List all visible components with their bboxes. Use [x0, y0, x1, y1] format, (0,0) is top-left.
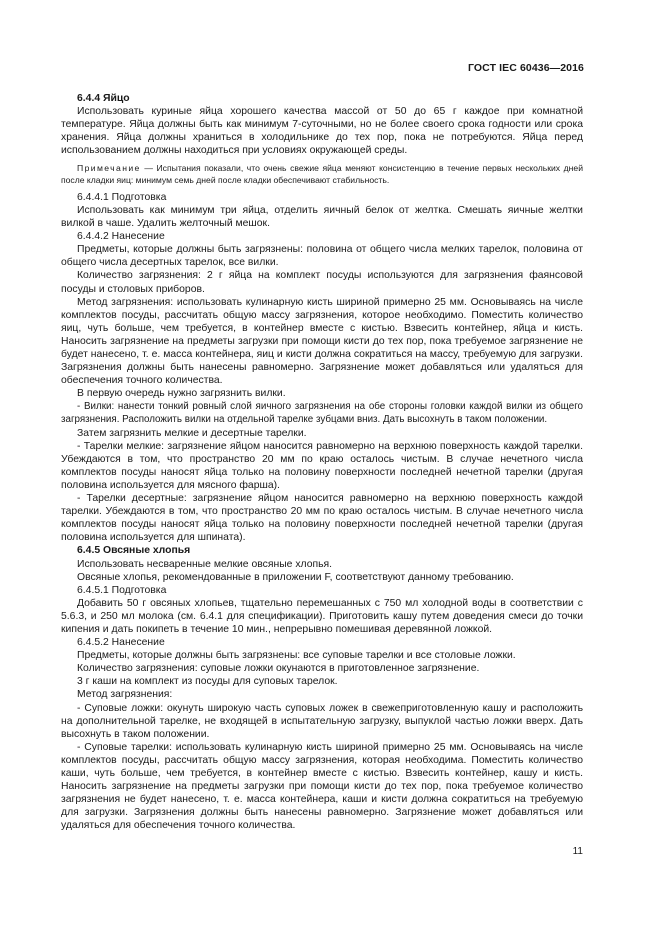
body-paragraph: Использовать куриные яйца хорошего качества массой от 50 до 65 г каждое при комнатной температуре. Яйца должны быть как минимум 7-суточными, но не более своего срока годности или срока хранения. Яйца должны храниться в холодильнике до тех пор, пока не потребуются. Яйца перед использованием должны находиться при условиях окружающей среды. [61, 106, 583, 157]
body-paragraph: Использовать несваренные мелкие овсяные хлопья. [77, 558, 333, 570]
section-heading: 6.4.5 Овсяные хлопья [77, 545, 191, 557]
body-paragraph: Количество загрязнения: суповые ложки окунаются в приготовленное загрязнение. [77, 663, 480, 675]
body-paragraph: Добавить 50 г овсяных хлопьев, тщательно перемешанных с 750 мл холодной воды в соответствии с 5.6.3, и 250 мл молока (см. 6.4.1 для спецификации). Приготовить кашу путем доведения смеси до точки кипения и дать покипеть в течение 10 мин., непрерывно помешивая деревянной ложкой. [61, 597, 583, 635]
body-paragraph: 3 г каши на комплект из посуды для суповых тарелок. [77, 676, 338, 688]
document-body [61, 92, 583, 832]
body-paragraph: 6.4.5.2 Нанесение [77, 637, 165, 649]
note-label: Примечание [77, 163, 141, 174]
section-heading: 6.4.4 Яйцо [77, 93, 130, 104]
body-paragraph: - Вилки: нанести тонкий ровный слой яичного загрязнения на обе стороны головки каждой вилки из общего загрязнения. Расположить вилки на отдельной тарелке зубцами вниз. Дать высохнуть в таком положении. [61, 401, 583, 426]
body-paragraph: - Суповые ложки: окунуть широкую часть суповых ложек в свежеприготовленную кашу и расположить на дополнительной тарелке, не входящей в испытательную загрузку, выпуклой частью ложки вверх. Дать высохнуть в таком положении. [61, 702, 583, 740]
note-paragraph [61, 163, 583, 185]
page-number: 11 [572, 846, 583, 857]
note-text: — Испытания показали, что очень свежие яйца меняют консистенцию в течение первых нескольких дней после кладки яиц: минимум семь дней после кладки обеспечивают стабильность. [61, 163, 583, 185]
body-paragraph: Количество загрязнения: 2 г яйца на комплект посуды используются для загрязнения фаянсовой посуды и столовых приборов. [61, 270, 583, 295]
body-paragraph: Использовать как минимум три яйца, отделить яичный белок от желтка. Смешать яичные желтки вилкой в чаше. Удалить желточный мешок. [61, 204, 583, 230]
body-paragraph: - Тарелки десертные: загрязнение яйцом наносится равномерно на верхнюю поверхность каждой тарелки. Убеждаются в том, что пространство 20 мм по краю осталось чистым. В случае нечетного числа комплектов посуды наносят яйца только на половину поверхности последней нечетной тарелки (другая половина используется для шпината). [61, 493, 583, 544]
body-paragraph: Затем загрязнить мелкие и десертные тарелки. [77, 427, 307, 439]
body-paragraph: Метод загрязнения: [77, 689, 173, 701]
body-paragraph: 6.4.4.1 Подготовка [77, 191, 167, 203]
body-paragraph: - Тарелки мелкие: загрязнение яйцом наносится равномерно на верхнюю поверхность каждой тарелки. Убеждаются в том, что пространство 20 мм по краю осталось чистым. В случае нечетного числа комплектов посуды наносят яйца только на половину поверхности последней нечетной тарелки (другая половина используется для мясного фарша). [61, 440, 583, 491]
body-paragraph: - Суповые тарелки: использовать кулинарную кисть шириной примерно 25 мм. Основываясь на числе комплектов посуды, рассчитать общую массу загрязнения, которая необходима. Поместить количество каши, чуть больше, чем требуется, в контейнер вместе с кистью. Взвесить контейнер, кашу и кисть. Наносить загрязнение на предметы загрузки при помощи кисти до тех пор, пока требуемое количество загрязнения не будет нанесено, т. е. масса контейнера, каши и кисти должна сократиться на требуемую для загрузки. Загрязнения должны быть нанесены равномерно. Загрязнение может добавляться или удаляться для обеспечения точного количества. [61, 741, 583, 832]
body-paragraph: Предметы, которые должны быть загрязнены: половина от общего числа мелких тарелок, половина от общего числа десертных тарелок, все вилки. [61, 244, 583, 269]
body-paragraph: Предметы, которые должны быть загрязнены: все суповые тарелки и все столовые ложки. [77, 650, 516, 662]
body-paragraph: Овсяные хлопья, рекомендованные в приложении F, соответствуют данному требованию. [77, 571, 514, 583]
body-paragraph: В первую очередь нужно загрязнить вилки. [77, 388, 286, 400]
body-paragraph: 6.4.4.2 Нанесение [77, 231, 165, 243]
standard-header: ГОСТ IEC 60436—2016 [467, 62, 584, 74]
body-paragraph: 6.4.5.1 Подготовка [77, 584, 167, 596]
body-paragraph: Метод загрязнения: использовать кулинарную кисть шириной примерно 25 мм. Основываясь на числе комплектов посуды, рассчитать общую массу загрязнения, которое необходимо. Поместить количество яиц, чуть больше, чем требуется, в контейнер вместе с кистью. Взвесить контейнер, яйца и кисть. Наносить загрязнение на предметы загрузки при помощи кисти до тех пор, пока требуемое загрязнение не будет нанесено, т. е. масса контейнера, яиц и кисти должна сократиться на массу, требуемую для загрузки. Загрязнения должны быть нанесены равномерно. Загрязнение может добавляться или удаляться для обеспечения точного количества. [61, 296, 583, 387]
